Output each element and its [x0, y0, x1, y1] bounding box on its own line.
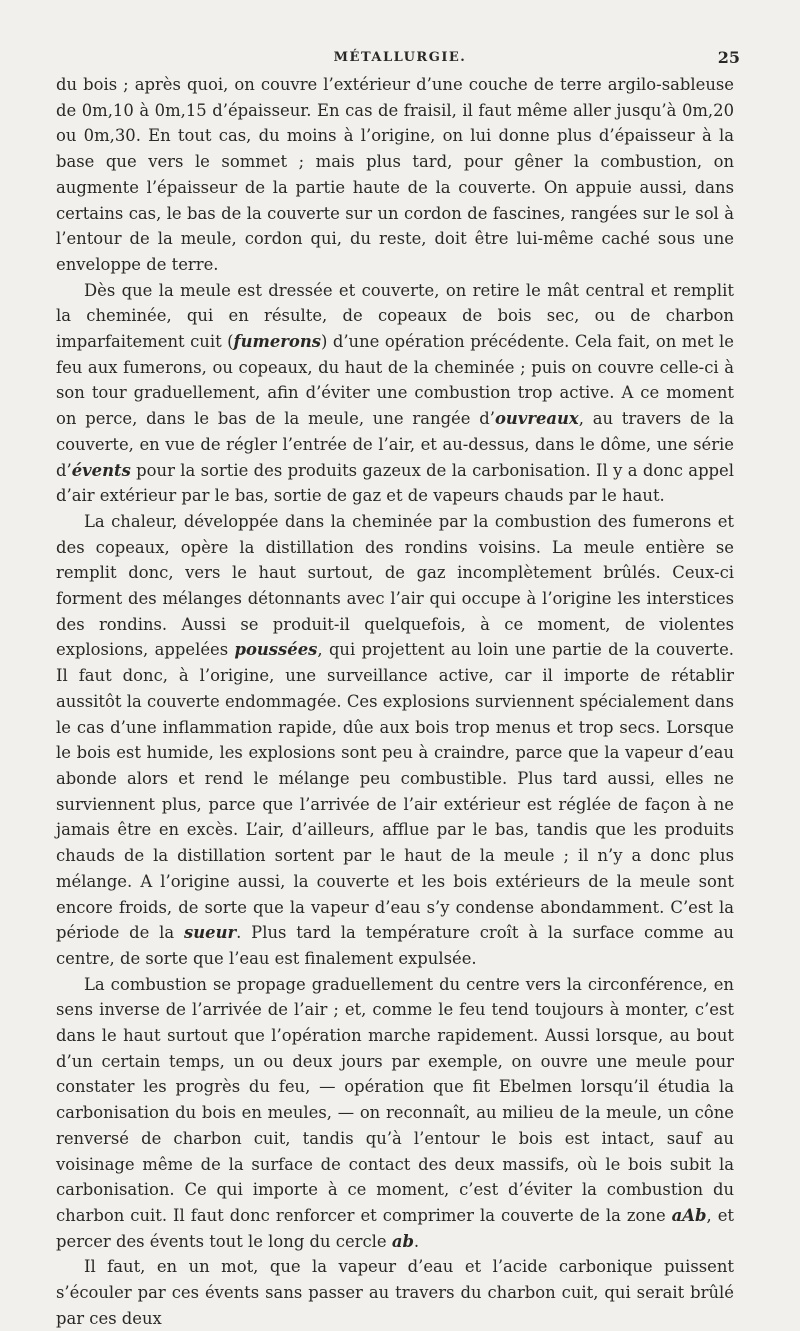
emphasized-term: évents	[71, 460, 131, 480]
emphasized-term: sueur	[184, 923, 237, 943]
body-text	[56, 72, 734, 1331]
text-run: Il faut, en un mot, que la vapeur d’eau et l’acide carbonique puissent s’écouler par ces évents sans passer au travers du charbon cuit, qui serait brûlé par ces deux	[56, 1257, 734, 1328]
text-run: .	[413, 1231, 420, 1251]
text-run: pour la sortie des produits gazeux de la carbonisation. Il y a donc appel d’air extérieur par le bas, sortie de gaz et de vapeurs chauds par le haut.	[56, 460, 734, 506]
page-number: 25	[717, 48, 740, 67]
paragraph	[56, 278, 734, 509]
text-run: ) d’une opération précédente. Cela fait, on met le feu aux fumerons, ou copeaux, du haut de la cheminée ; puis on couvre celle-ci à son tour graduellement, afin d’éviter une combustion trop active. A ce moment on perce, dans le bas de la meule, une rangée d’	[56, 332, 734, 429]
text-run: , et percer des évents tout le long du cercle	[56, 1205, 734, 1251]
running-head: MÉTALLURGIE.	[333, 50, 467, 65]
emphasized-term: ab	[391, 1231, 414, 1251]
paragraph	[56, 972, 734, 1255]
text-run: , au travers de la couverte, en vue de régler l’entrée de l’air, et au-dessus, dans le dôme, une série d’	[56, 409, 734, 480]
text-run: La chaleur, développée dans la cheminée par la combustion des fumerons et des copeaux, opère la distillation des rondins voisins. La meule entière se remplit donc, vers le haut surtout, de gaz incomplètement brûlés. Ceux-ci forment des mélanges détonnants avec l’air qui occupe à l’origine les interstices des rondins. Aussi se produit-il quelquefois, à ce moment, de violentes explosions, appelées	[56, 511, 734, 660]
paragraph	[56, 72, 734, 278]
paragraph	[56, 509, 734, 972]
text-run: . Plus tard la température croît à la surface comme au centre, de sorte que l’eau est finalement expulsée.	[56, 923, 734, 968]
emphasized-term: poussées	[234, 640, 318, 660]
emphasized-term: ouvreaux	[494, 409, 579, 429]
paragraph	[56, 1254, 734, 1331]
text-run: du bois ; après quoi, on couvre l’extérieur d’une couche de terre argilo-sableuse de 0m,10 à 0m,15 d’épaisseur. En cas de fraisil, il faut même aller jusqu’à 0m,20 ou 0m,30. En tout cas, du moins à l’origine, on lui donne plus d’épaisseur à la base que vers le sommet ; mais plus tard, pour gêner la combustion, on augmente l’épaisseur de la partie haute de la couverte. On appuie aussi, dans certains cas, le bas de la couverte sur un cordon de fascines, rangées sur le sol à l’entour de la meule, cordon qui, du reste, doit être lui-même caché sous une enveloppe de terre.	[56, 75, 734, 274]
emphasized-term: fumerons	[233, 332, 321, 352]
text-run: Dès que la meule est dressée et couverte, on retire le mât central et remplit la cheminée, qui en résulte, de copeaux de bois sec, ou de charbon imparfaitement cuit (	[56, 280, 734, 352]
text-run: La combustion se propage graduellement du centre vers la circonférence, en sens inverse de l’arrivée de l’air ; et, comme le feu tend toujours à monter, c’est dans le haut surtout que l’opération marche rapidement. Aussi lorsque, au bout d’un certain temps, un ou deux jours par exemple, on ouvre une meule pour constater les progrès du feu, — opération que fit Ebelmen lorsqu’il étudia la carbonisation du bois en meules, — on reconnaît, au milieu de la meule, un cône renversé de charbon cuit, tandis qu’à l’entour le bois est intact, sauf au voisinage même de la surface de contact des deux massifs, où le bois subit la carbonisation. Ce qui importe à ce moment, c’est d’éviter la combustion du charbon cuit. Il faut donc renforcer et comprimer la couverte de la zone	[56, 974, 734, 1225]
page-header	[60, 50, 740, 70]
emphasized-term: aAb	[671, 1205, 707, 1225]
text-run: , qui projettent au loin une partie de la couverte. Il faut donc, à l’origine, une surveillance active, car il importe de rétablir aussitôt la couverte endommagée. Ces explosions surviennent spécialement dans le cas d’une inflammation rapide, dûe aux bois trop menus et trop secs. Lorsque le bois est humide, les explosions sont peu à craindre, parce que la vapeur d’eau abonde alors et rend le mélange peu combustible. Plus tard aussi, elles ne surviennent plus, parce que l’arrivée de l’air extérieur est réglée de façon à ne jamais être en excès. L’air, d’ailleurs, afflue par le bas, tandis que les produits chauds de la distillation sortent par le haut de la meule ; il n’y a donc plus mélange. A l’origine aussi, la couverte et les bois extérieurs de la meule sont encore froids, de sorte que la vapeur d’eau s’y condense abondamment. C’est la période de la	[56, 640, 734, 943]
